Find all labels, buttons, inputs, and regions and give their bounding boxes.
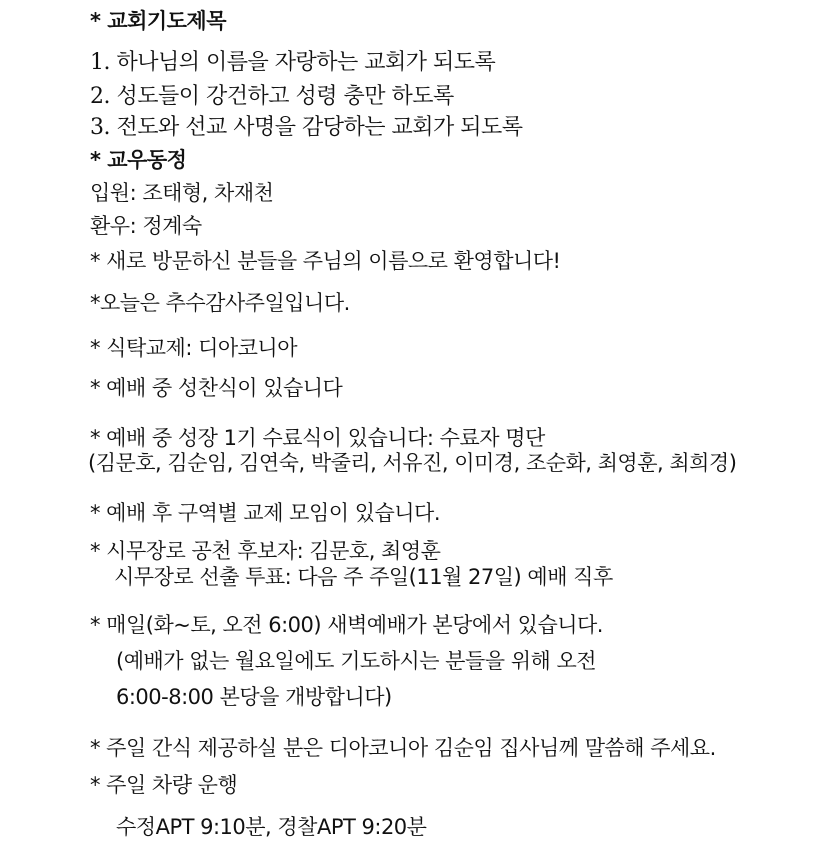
prayer-item-1: 1. 하나님의 이름을 자랑하는 교회가 되도록 [90,50,496,75]
member-news-heading: * 교우동정 [90,148,187,172]
hospitalized-list: 입원: 조태형, 차재천 [90,181,274,205]
dawn-prayer-hours: 6:00-8:00 본당을 개방합니다) [116,685,392,709]
district-meeting-announcement: * 예배 후 구역별 교제 모임이 있습니다. [90,501,441,525]
dawn-prayer-announcement: * 매일(화~토, 오전 6:00) 새벽예배가 본당에서 있습니다. [90,613,603,637]
communion-announcement: * 예배 중 성찬식이 있습니다 [90,376,343,400]
sick-list: 환우: 정계숙 [90,214,202,238]
prayer-item-3: 3. 전도와 선교 사명을 감당하는 교회가 되도록 [90,115,523,140]
prayer-topics-heading: * 교회기도제목 [90,9,227,33]
shuttle-times: 수정APT 9:10분, 경찰APT 9:20분 [116,815,427,839]
dawn-prayer-note: (예배가 없는 월요일에도 기도하시는 분들을 위해 오전 [116,649,597,673]
prayer-item-2: 2. 성도들이 강건하고 성령 충만 하도록 [90,84,454,109]
thanksgiving-announcement: *오늘은 추수감사주일입니다. [90,291,350,315]
fellowship-meal-announcement: * 식탁교제: 디아코니아 [90,336,297,360]
elder-candidates-announcement: * 시무장로 공천 후보자: 김문호, 최영훈 [90,539,441,563]
graduate-names: (김문호, 김순임, 김연숙, 박줄리, 서유진, 이미경, 조순화, 최영훈, 최희경) [88,451,737,475]
elder-vote-announcement: 시무장로 선출 투표: 다음 주 주일(11월 27일) 예배 직후 [114,565,613,589]
shuttle-heading: * 주일 차량 운행 [90,773,238,797]
welcome-announcement: * 새로 방문하신 분들을 주님의 이름으로 환영합니다! [90,249,561,273]
snack-announcement: * 주일 간식 제공하실 분은 디아코니아 김순임 집사님께 말씀해 주세요. [90,736,716,760]
graduation-announcement: * 예배 중 성장 1기 수료식이 있습니다: 수료자 명단 [90,426,545,450]
